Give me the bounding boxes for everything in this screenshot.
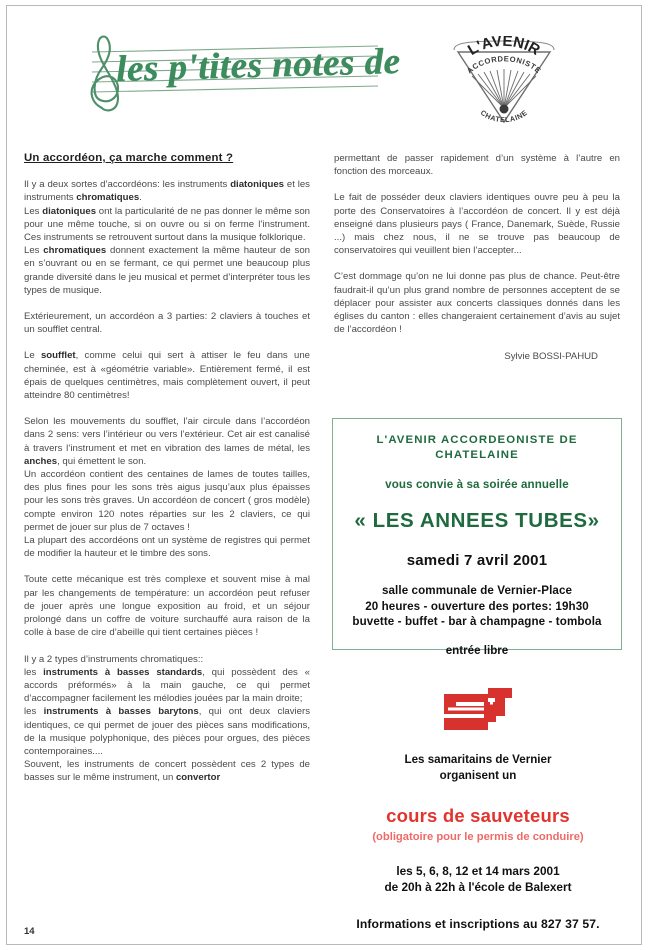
paragraph: permettant de passer rapidement d’un système à l’autre en fonction des morceaux. — [334, 153, 620, 178]
paragraph: les instruments à basses standards, qui possèdent des « accords préformés» à la main gauche, ce qui permet d’accompagner facilement les mélodies jouées par la main droite; — [24, 666, 310, 705]
ad-time: 20 heures - ouverture des portes: 19h30 — [365, 599, 589, 613]
page-number: 14 — [24, 926, 35, 937]
samaritans-course-note: (obligatoire pour le permis de conduire) — [372, 831, 584, 843]
article-byline: Sylvie BOSSI-PAHUD — [504, 351, 598, 363]
logo-bottom-text: CHATELAINE — [478, 107, 530, 125]
ad-entry-fee: entrée libre — [445, 643, 509, 657]
paragraph: C’est dommage qu’on ne lui donne pas plus de chance. Peut-être faudrait-il qu’un plus grand nombre de personnes acceptent de se déplacer pour assister aux concerts classiques donnés dans les églises du canton : elles changeraient certainement d’avis au sujet de l’accordéon ! — [334, 271, 620, 336]
paragraph: Souvent, les instruments de concert possèdent ces 2 types de basses sur le même instrument, un convertor — [24, 759, 310, 784]
paragraph: Le fait de posséder deux claviers identiques ouvre peu à peu la porte des Conservatoires à l’accordéon de concert. Il y est déjà enseigné dans plusieurs pays ( France, Danemark, Suède, Russie ...) mais chez nous, il ne se trouve pas beaucoup de conservatoires qui veuillent bien l’accepter... — [334, 192, 620, 257]
samaritans-s-cross-icon — [440, 688, 516, 736]
paragraph: Les diatoniques ont la particularité de ne pas donner le même son pour une même touche, si on ouvre ou si on ferme l’instrument. Ces instruments se retrouvent surtout dans la musique folklorique. — [24, 205, 310, 244]
masthead — [0, 16, 648, 136]
paragraph: les instruments à basses barytons, qui ont deux claviers identiques, ce qui permet de jouer des pièces sans modifications, de la musique polyphonique, des pièces pour orgues, des pièces contemporaines.... — [24, 706, 310, 757]
ad-venue: salle communale de Vernier-Place — [381, 584, 573, 597]
avenir-accordeoniste-logo — [452, 36, 556, 128]
paragraph: Un accordéon contient des centaines de lames de toutes tailles, des plus fines pour les sons très aigus jusqu’aux plus épaisses pour les sons très graves. Un accordéon de concert ( gros modèle) compte environ 120 notes réparties sur les 2 claviers, ce qui permet de jouer sur plus de 7 octaves ! — [24, 469, 310, 533]
page-title: Un accordéon, ça marche comment ? — [24, 152, 234, 164]
left-column-body — [24, 178, 310, 784]
paragraph: Toute cette mécanique est très complexe et souvent mise à mal par les changements de température: un accordéon peut refuser de jouer après une longue exposition au froid, et un séjour prolongé dans un coffre de voiture surchauffé aura raison de la colle à base de cire d’abeille qui tient certaines pièces ! — [24, 574, 310, 639]
samaritans-dates — [334, 863, 622, 895]
samaritans-org — [334, 752, 622, 783]
ad-invite-text: vous convie à sa soirée annuelle — [385, 478, 569, 491]
logo-top-text: L'AVENIR — [464, 36, 543, 59]
concert-advertisement — [332, 418, 622, 657]
paragraph: La plupart des accordéons ont un système de registres qui permet de modifier la hauteur et le timbre des sons. — [24, 535, 310, 560]
ad-details — [333, 583, 621, 630]
paragraph: Il y a 2 types d’instruments chromatiques:: — [24, 653, 204, 665]
ad-services: buvette - buffet - bar à champagne - tombola — [352, 615, 602, 628]
paragraph: Les chromatiques donnent exactement la même hauteur de son en s’ouvrant ou en se fermant, ce qui permet une beaucoup plus grande diversité dans le jeu musical et permet d’interpréter tous les types de musique. — [24, 245, 311, 296]
samaritans-org-line1: Les samaritains de Vernier — [404, 753, 552, 766]
ad-date: samedi 7 avril 2001 — [406, 552, 548, 569]
ad-org-name — [343, 433, 611, 463]
samaritans-course-title: cours de sauveteurs — [386, 805, 570, 826]
paragraph: Extérieurement, un accordéon a 3 parties: 2 claviers à touches et un soufflet central. — [24, 311, 310, 336]
samaritans-dates-line1: les 5, 6, 8, 12 et 14 mars 2001 — [396, 864, 560, 878]
right-column-body — [334, 152, 620, 336]
logo-mid-text: ACCORDEONISTE — [464, 54, 544, 76]
ad-org-line2: CHATELAINE — [435, 449, 519, 461]
samaritans-advertisement — [334, 688, 622, 931]
logo-hub-dot — [500, 105, 509, 114]
samaritans-org-line2: organisent un — [439, 768, 517, 782]
paragraph: Selon les mouvements du soufflet, l’air circule dans l’accordéon dans 2 sens: vers l’intérieur ou vers l’extérieur. Cet air est canalisé à travers l’instrument et met en vibration des lames de métal, les anches, qui émettent le son. — [24, 416, 310, 467]
masthead-title: les p'tites notes de — [115, 41, 401, 90]
ad-show-title: « LES ANNEES TUBES» — [354, 509, 600, 532]
samaritans-dates-line2: de 20h à 22h à l'école de Balexert — [384, 880, 572, 894]
paragraph: Le soufflet, comme celui qui sert à attiser le feu dans une cheminée, est à «géométrie variable». Entièrement fermé, il est épais de quelques centimètres, mais complètement ouvert, il peut atteindre 80 centimètres! — [24, 350, 311, 402]
article-left-column — [24, 152, 310, 785]
article-right-column — [334, 152, 620, 364]
samaritans-info: Informations et inscriptions au 827 37 57. — [356, 917, 600, 931]
paragraph: Il y a deux sortes d’accordéons: les instruments diatoniques et les instruments chromatiques. — [24, 179, 310, 204]
ad-org-line1: L'AVENIR ACCORDEONISTE DE — [376, 434, 578, 446]
